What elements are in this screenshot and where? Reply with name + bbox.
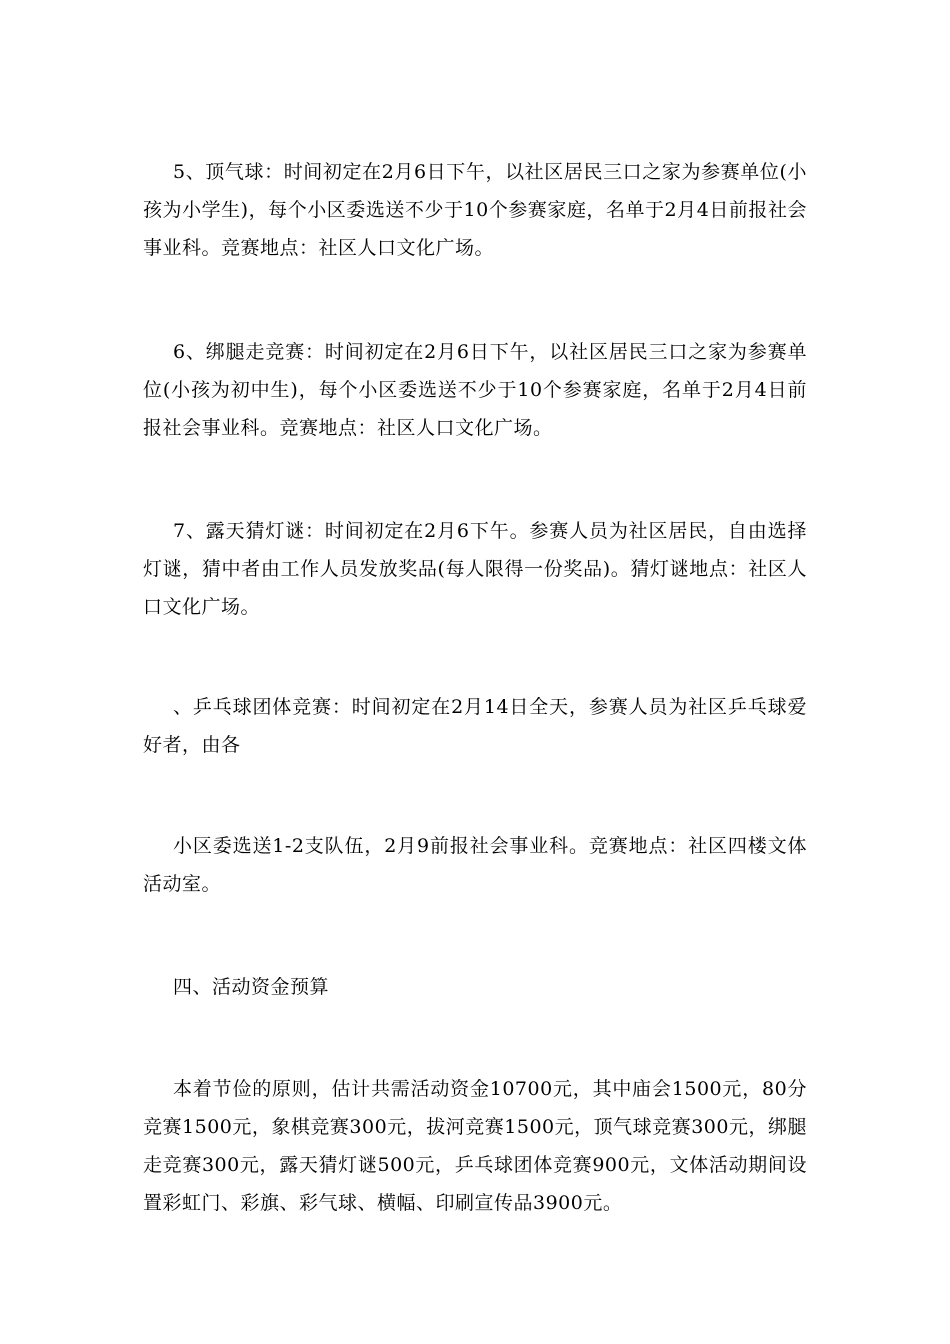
paragraph-table-tennis: 、乒乓球团体竞赛：时间初定在2月14日全天，参赛人员为社区乒乓球爱好者，由各 — [143, 696, 807, 756]
paragraph-budget-details: 本着节俭的原则，估计共需活动资金10700元，其中庙会1500元，80分竞赛1500元，象棋竞赛300元，拔河竞赛1500元，顶气球竞赛300元，绑腿走竞赛300元，露天猜灯谜500元，乒乓球团体竞赛900元，文体活动期间设置彩虹门、彩旗、彩气球、横幅、印刷宣传品3900元。 — [143, 1078, 807, 1214]
paragraph-table-tennis-continued: 小区委选送1-2支队伍，2月9前报社会事业科。竞赛地点：社区四楼文体活动室。 — [143, 835, 807, 895]
paragraph-balloon-game: 5、顶气球：时间初定在2月6日下午，以社区居民三口之家为参赛单位(小孩为小学生)，每个小区委选送不少于10个参赛家庭，名单于2月4日前报社会事业科。竞赛地点：社区人口文化广场。 — [143, 161, 807, 259]
paragraph-lantern-riddles: 7、露天猜灯谜：时间初定在2月6下午。参赛人员为社区居民，自由选择灯谜，猜中者由工作人员发放奖品(每人限得一份奖品)。猜灯谜地点：社区人口文化广场。 — [143, 520, 807, 618]
section-heading-budget: 四、活动资金预算 — [173, 976, 330, 998]
paragraph-three-legged-race: 6、绑腿走竞赛：时间初定在2月6日下午，以社区居民三口之家为参赛单位(小孩为初中生)，每个小区委选送不少于10个参赛家庭，名单于2月4日前报社会事业科。竞赛地点：社区人口文化广场。 — [143, 341, 807, 439]
